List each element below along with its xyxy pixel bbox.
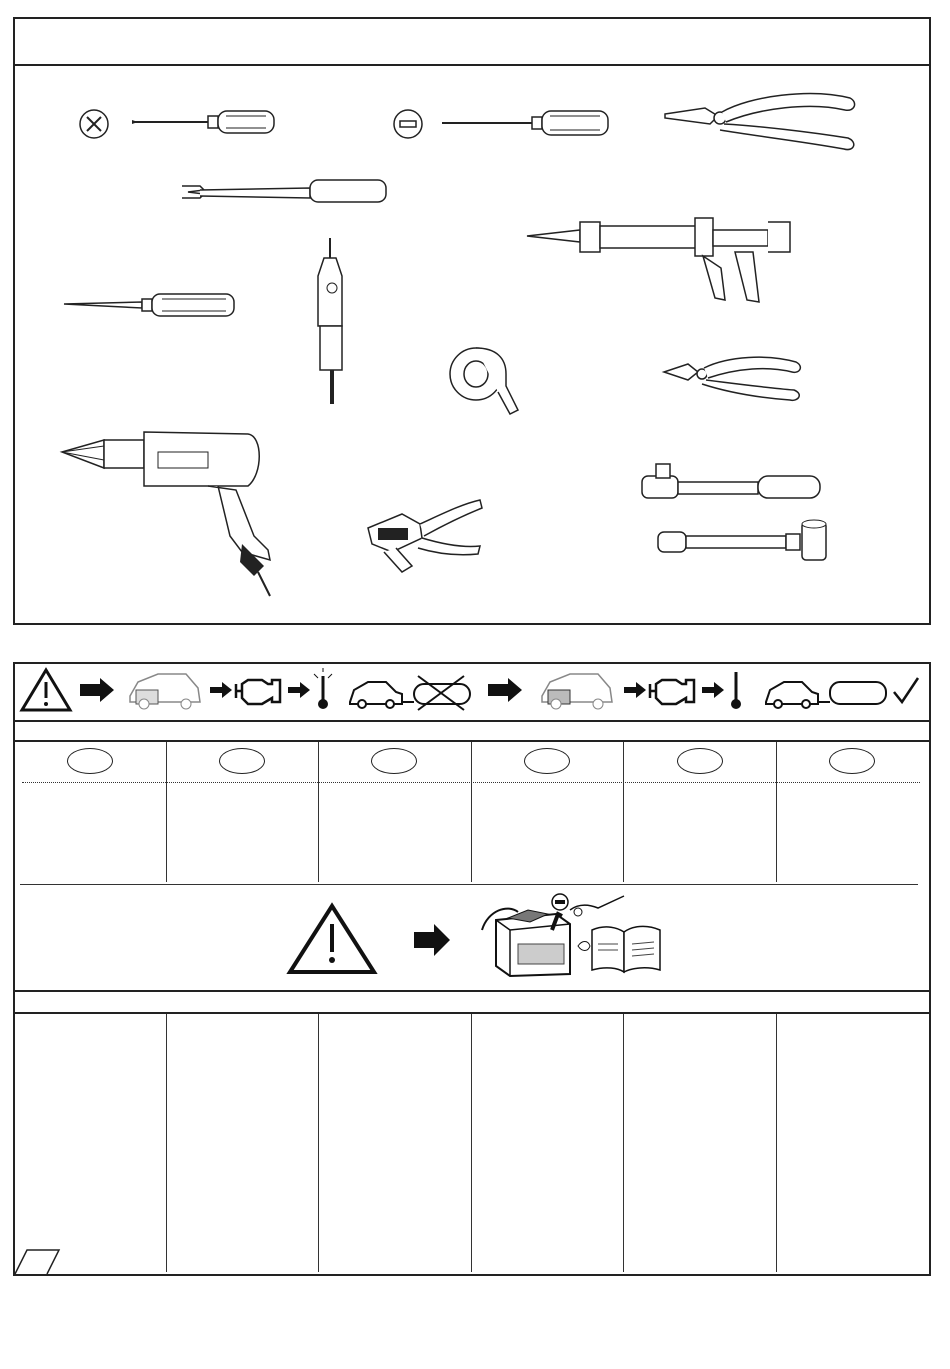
checkmark-icon xyxy=(892,676,920,706)
language-badge xyxy=(677,748,723,774)
column-divider xyxy=(166,1014,167,1272)
arrow-icon xyxy=(624,682,646,698)
wire-stripper-icon xyxy=(362,494,486,578)
car-trailer-crossed-icon xyxy=(346,672,476,712)
column-divider xyxy=(776,1014,777,1272)
tools-panel-header-divider xyxy=(14,64,930,66)
temperature-warning-icon xyxy=(310,668,336,712)
arrow-icon xyxy=(80,678,116,702)
column-divider xyxy=(166,742,167,882)
phillips-screwdriver-icon xyxy=(130,106,280,138)
dotted-separator xyxy=(22,782,920,783)
engine-warning-icon xyxy=(232,674,284,708)
column-divider xyxy=(776,742,777,882)
trim-removal-tool-icon xyxy=(180,176,390,210)
engine-warning-icon xyxy=(646,674,698,708)
caulking-gun-icon xyxy=(525,208,810,308)
column-divider xyxy=(471,742,472,882)
languages-header-bar-top xyxy=(13,720,931,742)
tools-panel-header xyxy=(20,30,920,54)
languages-header-bar-bottom xyxy=(13,990,931,1014)
language-badge xyxy=(524,748,570,774)
socket-extension-icon xyxy=(654,516,834,570)
side-cutters-icon xyxy=(658,350,808,406)
car-front-icon xyxy=(124,668,204,712)
instructions-panel xyxy=(13,662,931,1276)
flat-head-symbol-icon xyxy=(392,108,424,140)
car-front-icon xyxy=(536,668,616,712)
page-corner-mark xyxy=(13,1246,63,1276)
arrow-icon xyxy=(702,682,724,698)
combination-pliers-icon xyxy=(660,86,860,156)
arrow-icon xyxy=(288,682,310,698)
column-divider xyxy=(471,1014,472,1272)
language-badge xyxy=(829,748,875,774)
language-badge xyxy=(67,748,113,774)
cross-head-symbol-icon xyxy=(78,108,110,140)
column-divider xyxy=(318,1014,319,1272)
voltage-tester-icon xyxy=(310,236,356,406)
manual-icon xyxy=(576,920,666,976)
insulating-tape-icon xyxy=(446,338,524,416)
arrow-icon xyxy=(210,682,232,698)
section-divider xyxy=(20,884,918,885)
arrow-icon xyxy=(488,678,524,702)
drill-icon xyxy=(58,426,280,596)
warning-icon xyxy=(20,668,72,712)
language-badge xyxy=(219,748,265,774)
column-divider xyxy=(318,742,319,882)
car-trailer-icon xyxy=(762,672,892,712)
column-divider xyxy=(623,1014,624,1272)
warning-icon xyxy=(286,902,378,974)
temperature-icon xyxy=(726,668,746,712)
arrow-icon xyxy=(414,924,452,956)
flat-screwdriver-icon xyxy=(440,106,620,140)
awl-icon xyxy=(62,290,240,320)
torque-wrench-icon xyxy=(638,460,826,504)
column-divider xyxy=(623,742,624,882)
language-badge xyxy=(371,748,417,774)
